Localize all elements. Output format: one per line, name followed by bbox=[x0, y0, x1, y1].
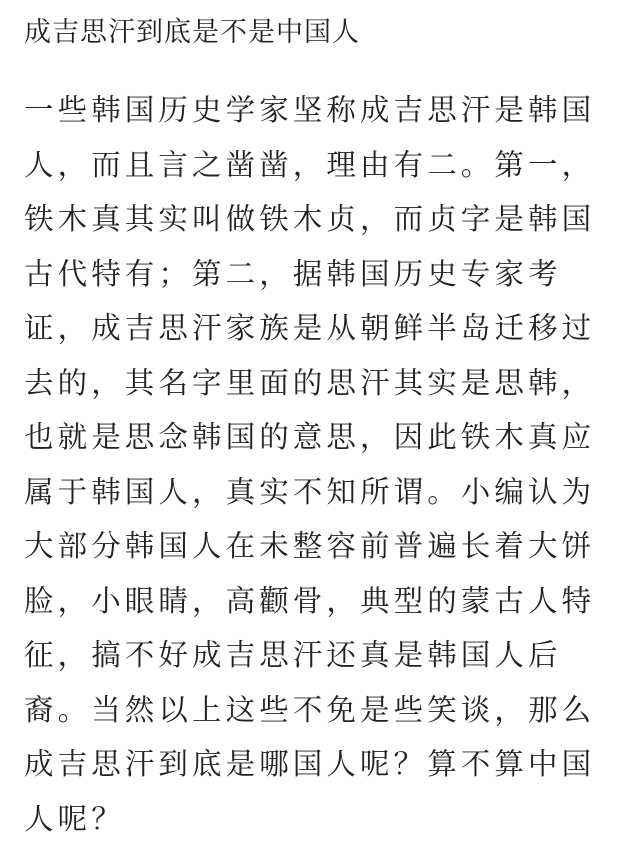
body-line: 大部分韩国人在未整容前普遍长着大饼 bbox=[24, 524, 624, 579]
body-line: 裔。当然以上这些不免是些笑谈，那么 bbox=[24, 688, 624, 743]
body-line: 古代特有；第二，据韩国历史专家考 bbox=[24, 252, 624, 307]
body-line: 人，而且言之凿凿，理由有二。第一， bbox=[24, 143, 624, 198]
body-line: 证，成吉思汗家族是从朝鲜半岛迁移过 bbox=[24, 306, 624, 361]
body-line: 属于韩国人，真实不知所谓。小编认为 bbox=[24, 470, 624, 525]
body-line: 铁木真其实叫做铁木贞，而贞字是韩国 bbox=[24, 197, 624, 252]
body-line: 征，搞不好成吉思汗还真是韩国人后 bbox=[24, 633, 624, 688]
article-title: 成吉思汗到底是不是中国人 bbox=[24, 13, 360, 53]
body-line: 脸，小眼睛，高颧骨，典型的蒙古人特 bbox=[24, 579, 624, 634]
body-line: 一些韩国历史学家坚称成吉思汗是韩国 bbox=[24, 88, 624, 143]
body-line: 成吉思汗到底是哪国人呢？算不算中国 bbox=[24, 742, 624, 797]
body-line: 去的，其名字里面的思汗其实是思韩， bbox=[24, 361, 624, 416]
body-line: 人呢？ bbox=[24, 797, 624, 851]
body-line: 也就是思念韩国的意思，因此铁木真应 bbox=[24, 415, 624, 470]
article-body bbox=[24, 88, 624, 851]
